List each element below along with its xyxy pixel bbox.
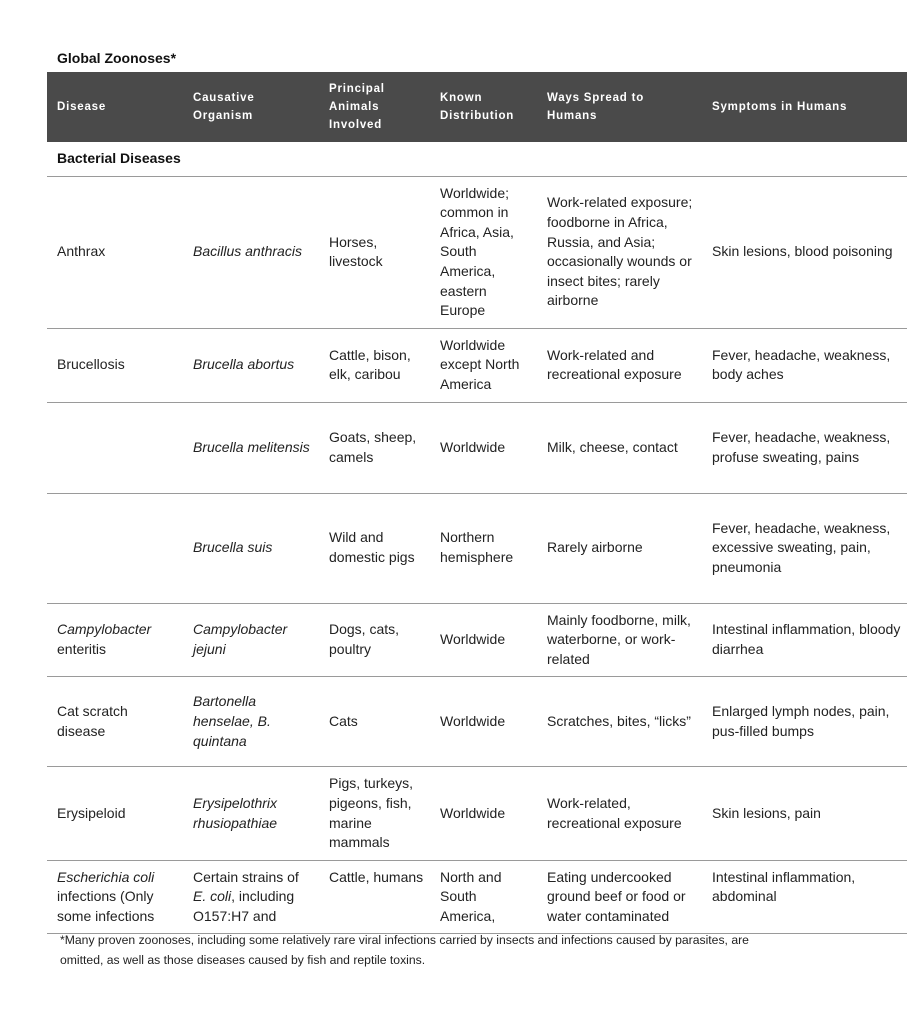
cell-organism: Brucella abortus (183, 328, 319, 402)
cell-distribution: North and South America, (430, 860, 537, 934)
cell-symptoms: Skin lesions, blood poisoning (702, 176, 907, 328)
cell-spread: Eating undercooked ground beef or food or water contaminated (537, 860, 702, 934)
table-row (47, 603, 907, 677)
cell-animals: Pigs, turkeys, pigeons, fish, marine mammals (319, 767, 430, 860)
cell-distribution: Worldwide (430, 603, 537, 677)
col-header-distribution: Known Distribution (430, 72, 537, 142)
organism-part: , including O157:H7 and (193, 888, 295, 924)
cell-spread: Work-related, recreational exposure (537, 767, 702, 860)
cell-distribution: Worldwide except North America (430, 328, 537, 402)
footnote-line: *Many proven zoonoses, including some relatively rare viral infections carried by insects and infections caused by parasites, are (60, 933, 749, 947)
footnote (60, 930, 749, 970)
col-header-symptoms: Symptoms in Humans (702, 72, 907, 142)
table-row (47, 328, 907, 402)
section-title: Bacterial Diseases (47, 142, 907, 176)
table-title: Global Zoonoses* (57, 50, 177, 66)
disease-rest: infections (Only some infections (57, 888, 155, 924)
table-row (47, 402, 907, 493)
table-row (47, 493, 907, 603)
disease-genus: Campylobacter (57, 621, 152, 638)
cell-organism: Bacillus anthracis (183, 176, 319, 328)
table-row (47, 176, 907, 328)
cell-symptoms: Fever, headache, weakness, excessive sweating, pain, pneumonia (702, 493, 907, 603)
table-row (47, 860, 907, 934)
cell-animals: Goats, sheep, camels (319, 402, 430, 493)
cell-disease: Cat scratch disease (47, 677, 183, 767)
cell-distribution: Worldwide (430, 402, 537, 493)
col-header-spread: Ways Spread to Humans (537, 72, 702, 142)
footnote-line: omitted, as well as those diseases caused by fish and reptile toxins. (60, 953, 426, 967)
cell-symptoms: Intestinal inflammation, abdominal (702, 860, 907, 934)
table-row (47, 767, 907, 860)
col-header-disease: Disease (47, 72, 183, 142)
section-row (47, 142, 907, 176)
cell-disease (47, 603, 183, 677)
cell-distribution: Worldwide; common in Africa, Asia, South America, eastern Europe (430, 176, 537, 328)
cell-disease: Brucellosis (47, 328, 183, 402)
cell-organism: Campylobacter jejuni (183, 603, 319, 677)
cell-organism: Bartonella henselae, B. quintana (183, 677, 319, 767)
cell-organism: Erysipelothrix rhusiopathiae (183, 767, 319, 860)
cell-spread: Work-related and recreational exposure (537, 328, 702, 402)
cell-symptoms: Fever, headache, weakness, body aches (702, 328, 907, 402)
organism-part: Certain strains of (193, 868, 299, 885)
cell-symptoms: Fever, headache, weakness, profuse sweating, pains (702, 402, 907, 493)
cell-animals: Cats (319, 677, 430, 767)
table-row (47, 677, 907, 767)
zoonoses-table (47, 72, 907, 934)
col-header-animals: Principal Animals Involved (319, 72, 430, 142)
cell-animals: Cattle, humans (319, 860, 430, 934)
cell-disease: Erysipeloid (47, 767, 183, 860)
organism-italic: E. coli (193, 888, 232, 905)
cell-symptoms: Skin lesions, pain (702, 767, 907, 860)
cell-disease (47, 493, 183, 603)
header-row (47, 72, 907, 142)
cell-animals: Cattle, bison, elk, caribou (319, 328, 430, 402)
cell-spread: Work-related exposure; foodborne in Africa, Russia, and Asia; occasionally wounds or insect bites; rarely airborne (537, 176, 702, 328)
cell-spread: Milk, cheese, contact (537, 402, 702, 493)
cell-symptoms: Enlarged lymph nodes, pain, pus-filled bumps (702, 677, 907, 767)
col-header-organism: Causative Organism (183, 72, 319, 142)
cell-distribution: Worldwide (430, 767, 537, 860)
cell-disease (47, 402, 183, 493)
cell-spread: Scratches, bites, “licks” (537, 677, 702, 767)
cell-symptoms: Intestinal inflammation, bloody diarrhea (702, 603, 907, 677)
cell-animals: Horses, livestock (319, 176, 430, 328)
disease-genus: Escherichia coli (57, 868, 155, 885)
disease-rest: enteritis (57, 640, 107, 657)
cell-spread: Rarely airborne (537, 493, 702, 603)
cell-distribution: Northern hemisphere (430, 493, 537, 603)
cell-disease (47, 860, 183, 934)
cell-animals: Wild and domestic pigs (319, 493, 430, 603)
cell-distribution: Worldwide (430, 677, 537, 767)
cell-disease: Anthrax (47, 176, 183, 328)
cell-organism: Brucella melitensis (183, 402, 319, 493)
cell-organism: Brucella suis (183, 493, 319, 603)
cell-animals: Dogs, cats, poultry (319, 603, 430, 677)
cell-spread: Mainly foodborne, milk, waterborne, or work-related (537, 603, 702, 677)
cell-organism (183, 860, 319, 934)
table-viewport[interactable] (47, 72, 901, 924)
